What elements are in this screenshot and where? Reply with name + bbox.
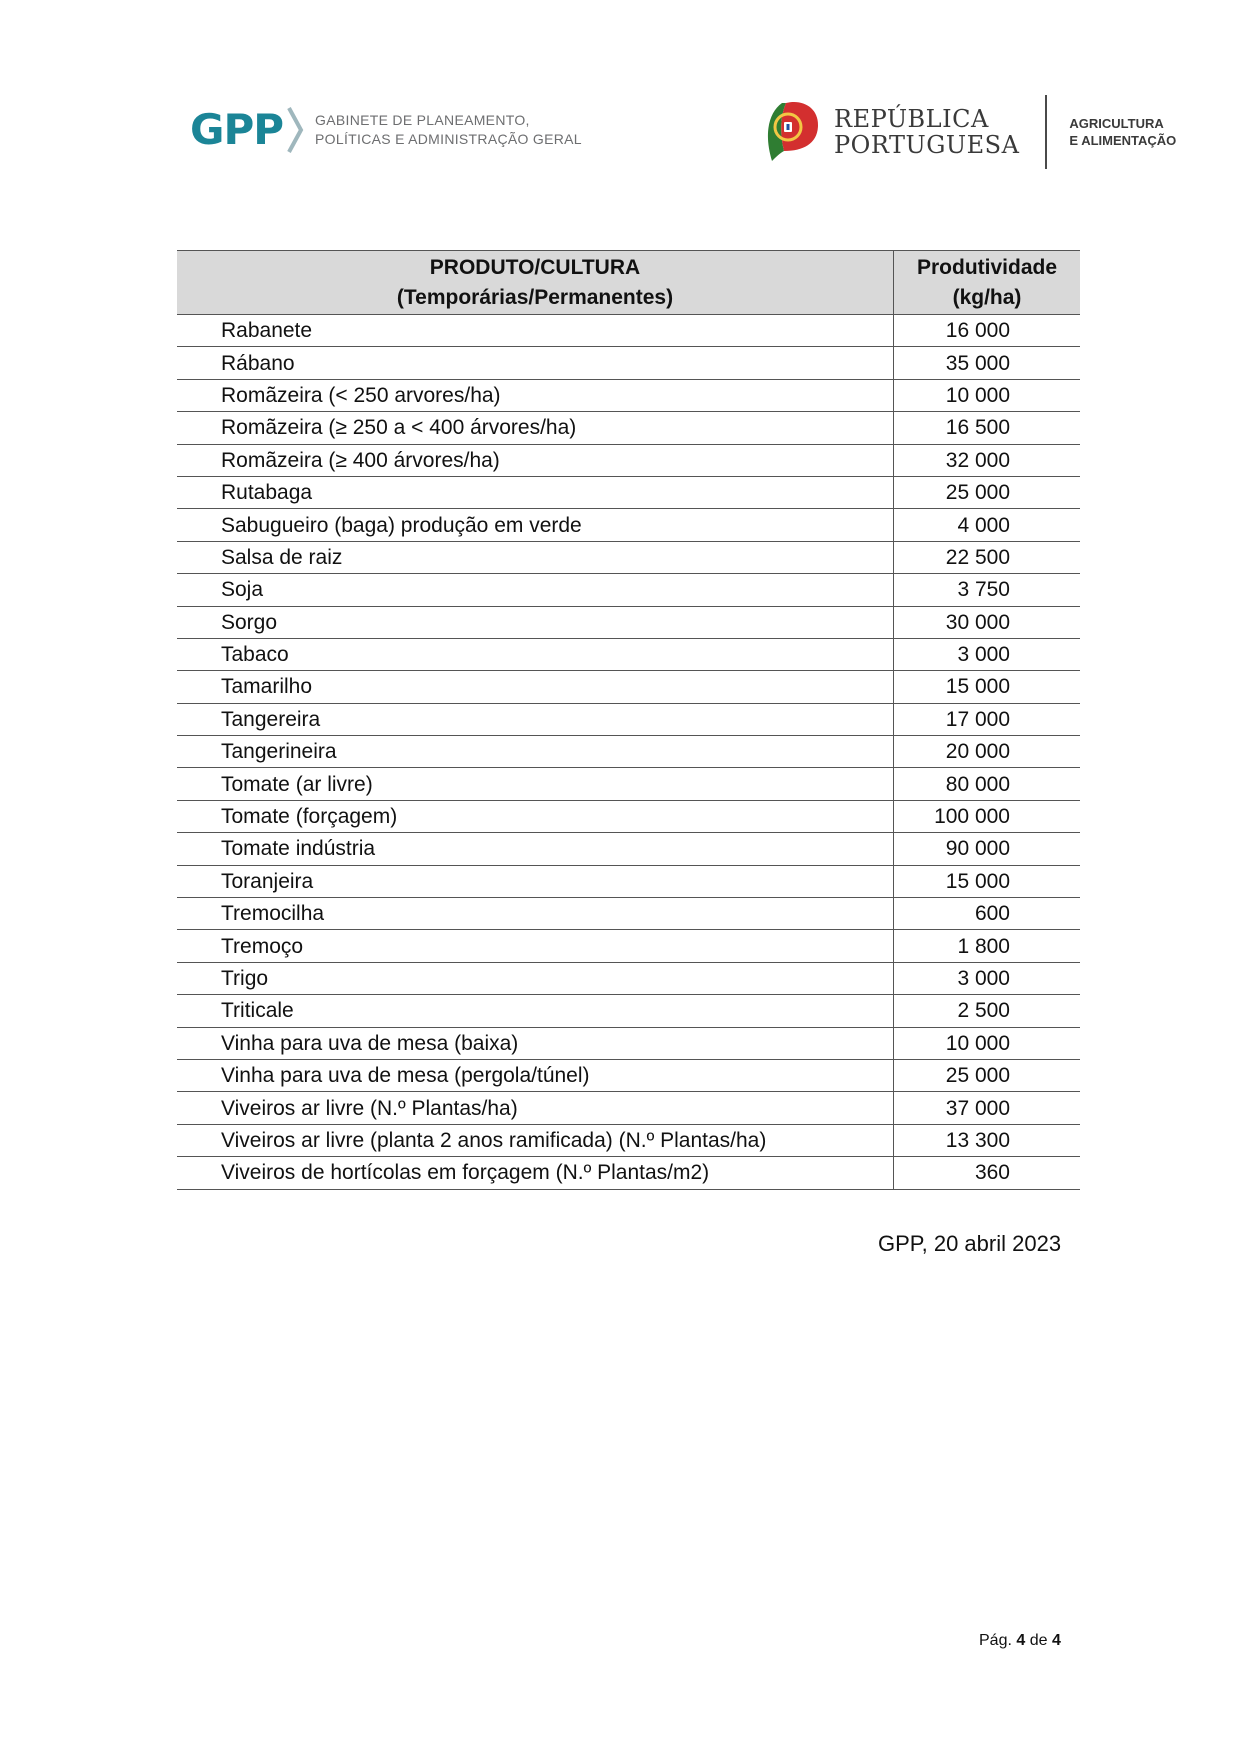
table-row	[177, 930, 1080, 962]
table-row	[177, 671, 1080, 703]
gpp-logo	[190, 104, 582, 156]
product-cell: Tabaco	[177, 638, 894, 670]
product-cell: Salsa de raiz	[177, 541, 894, 573]
product-cell: Viveiros ar livre (planta 2 anos ramificada) (N.º Plantas/ha)	[177, 1124, 894, 1156]
table-row	[177, 476, 1080, 508]
table-row	[177, 962, 1080, 994]
table-row	[177, 541, 1080, 573]
gpp-chevron-icon	[285, 106, 305, 154]
product-cell: Tangereira	[177, 703, 894, 735]
portuguese-flag-icon	[762, 95, 820, 169]
column-header-product	[177, 251, 894, 315]
productivity-cell: 600	[894, 898, 1081, 930]
republic-logo	[762, 92, 1176, 172]
column-header-productivity	[894, 251, 1081, 315]
table-row	[177, 574, 1080, 606]
product-cell: Tremoço	[177, 930, 894, 962]
product-cell: Tomate indústria	[177, 833, 894, 865]
page-number-current: 4	[1016, 1632, 1026, 1649]
product-cell: Vinha para uva de mesa (baixa)	[177, 1027, 894, 1059]
signoff-date: GPP, 20 abril 2023	[878, 1231, 1062, 1256]
table-row	[177, 833, 1080, 865]
productivity-cell: 15 000	[894, 865, 1081, 897]
table-row	[177, 768, 1080, 800]
gpp-subtitle	[315, 111, 582, 149]
product-cell: Rábano	[177, 347, 894, 379]
productivity-cell: 30 000	[894, 606, 1081, 638]
republic-name	[834, 106, 1019, 158]
productivity-cell: 15 000	[894, 671, 1081, 703]
productivity-table	[177, 250, 1080, 1190]
product-cell: Romãzeira (≥ 400 árvores/ha)	[177, 444, 894, 476]
productivity-cell: 360	[894, 1157, 1081, 1189]
productivity-cell: 80 000	[894, 768, 1081, 800]
ministry-line1: AGRICULTURA	[1069, 116, 1164, 131]
table-row	[177, 347, 1080, 379]
table-row	[177, 736, 1080, 768]
product-cell: Rutabaga	[177, 476, 894, 508]
table-row	[177, 898, 1080, 930]
table-row	[177, 1092, 1080, 1124]
product-cell: Tomate (forçagem)	[177, 800, 894, 832]
productivity-cell: 2 500	[894, 995, 1081, 1027]
product-cell: Romãzeira (≥ 250 a < 400 árvores/ha)	[177, 412, 894, 444]
logo-divider	[1045, 95, 1047, 169]
product-cell: Rabanete	[177, 315, 894, 347]
productivity-cell: 17 000	[894, 703, 1081, 735]
table-header-row	[177, 251, 1080, 315]
table-row	[177, 379, 1080, 411]
productivity-cell: 10 000	[894, 1027, 1081, 1059]
gpp-logo-text: GPP	[190, 105, 284, 154]
column-header-productivity-line1: Produtividade	[916, 256, 1058, 279]
page-number-prefix: Pág.	[979, 1632, 1012, 1649]
column-header-product-line1: PRODUTO/CULTURA	[429, 256, 641, 279]
product-cell: Viveiros ar livre (N.º Plantas/ha)	[177, 1092, 894, 1124]
table-row	[177, 800, 1080, 832]
column-header-product-line2: (Temporárias/Permanentes)	[396, 286, 674, 309]
productivity-cell: 4 000	[894, 509, 1081, 541]
table-row	[177, 606, 1080, 638]
productivity-cell: 25 000	[894, 476, 1081, 508]
table-row	[177, 865, 1080, 897]
productivity-cell: 90 000	[894, 833, 1081, 865]
product-cell: Triticale	[177, 995, 894, 1027]
page-number	[979, 1632, 1061, 1650]
table-row	[177, 509, 1080, 541]
page-number-separator: de	[1029, 1632, 1048, 1649]
productivity-cell: 32 000	[894, 444, 1081, 476]
productivity-cell: 35 000	[894, 347, 1081, 379]
product-cell: Sorgo	[177, 606, 894, 638]
table-row	[177, 638, 1080, 670]
table-row	[177, 995, 1080, 1027]
republic-line1: REPÚBLICA	[834, 105, 989, 133]
product-cell: Sabugueiro (baga) produção em verde	[177, 509, 894, 541]
productivity-cell: 20 000	[894, 736, 1081, 768]
productivity-cell: 10 000	[894, 379, 1081, 411]
productivity-cell: 16 500	[894, 412, 1081, 444]
gpp-subtitle-line1: GABINETE DE PLANEAMENTO,	[315, 112, 530, 128]
table-row	[177, 1124, 1080, 1156]
republic-line2: PORTUGUESA	[834, 131, 1020, 159]
productivity-cell: 22 500	[894, 541, 1081, 573]
ministry-name	[1069, 115, 1176, 149]
page-number-total: 4	[1051, 1632, 1061, 1649]
product-cell: Vinha para uva de mesa (pergola/túnel)	[177, 1059, 894, 1091]
productivity-cell: 3 000	[894, 962, 1081, 994]
column-header-productivity-line2: (kg/ha)	[952, 286, 1022, 309]
productivity-cell: 1 800	[894, 930, 1081, 962]
product-cell: Viveiros de hortícolas em forçagem (N.º Plantas/m2)	[177, 1157, 894, 1189]
productivity-cell: 3 000	[894, 638, 1081, 670]
productivity-cell: 3 750	[894, 574, 1081, 606]
table-row	[177, 703, 1080, 735]
product-cell: Tremocilha	[177, 898, 894, 930]
table-body	[177, 315, 1080, 1190]
table-row	[177, 1157, 1080, 1189]
gpp-subtitle-line2: POLÍTICAS E ADMINISTRAÇÃO GERAL	[315, 131, 582, 147]
productivity-cell: 13 300	[894, 1124, 1081, 1156]
productivity-cell: 100 000	[894, 800, 1081, 832]
productivity-cell: 16 000	[894, 315, 1081, 347]
productivity-cell: 37 000	[894, 1092, 1081, 1124]
product-cell: Toranjeira	[177, 865, 894, 897]
productivity-cell: 25 000	[894, 1059, 1081, 1091]
table-row	[177, 1059, 1080, 1091]
product-cell: Romãzeira (< 250 arvores/ha)	[177, 379, 894, 411]
table-row	[177, 444, 1080, 476]
product-cell: Trigo	[177, 962, 894, 994]
table-row	[177, 412, 1080, 444]
product-cell: Soja	[177, 574, 894, 606]
product-cell: Tangerineira	[177, 736, 894, 768]
table-row	[177, 1027, 1080, 1059]
product-cell: Tamarilho	[177, 671, 894, 703]
table-row	[177, 315, 1080, 347]
product-cell: Tomate (ar livre)	[177, 768, 894, 800]
ministry-line2: E ALIMENTAÇÃO	[1069, 133, 1177, 148]
